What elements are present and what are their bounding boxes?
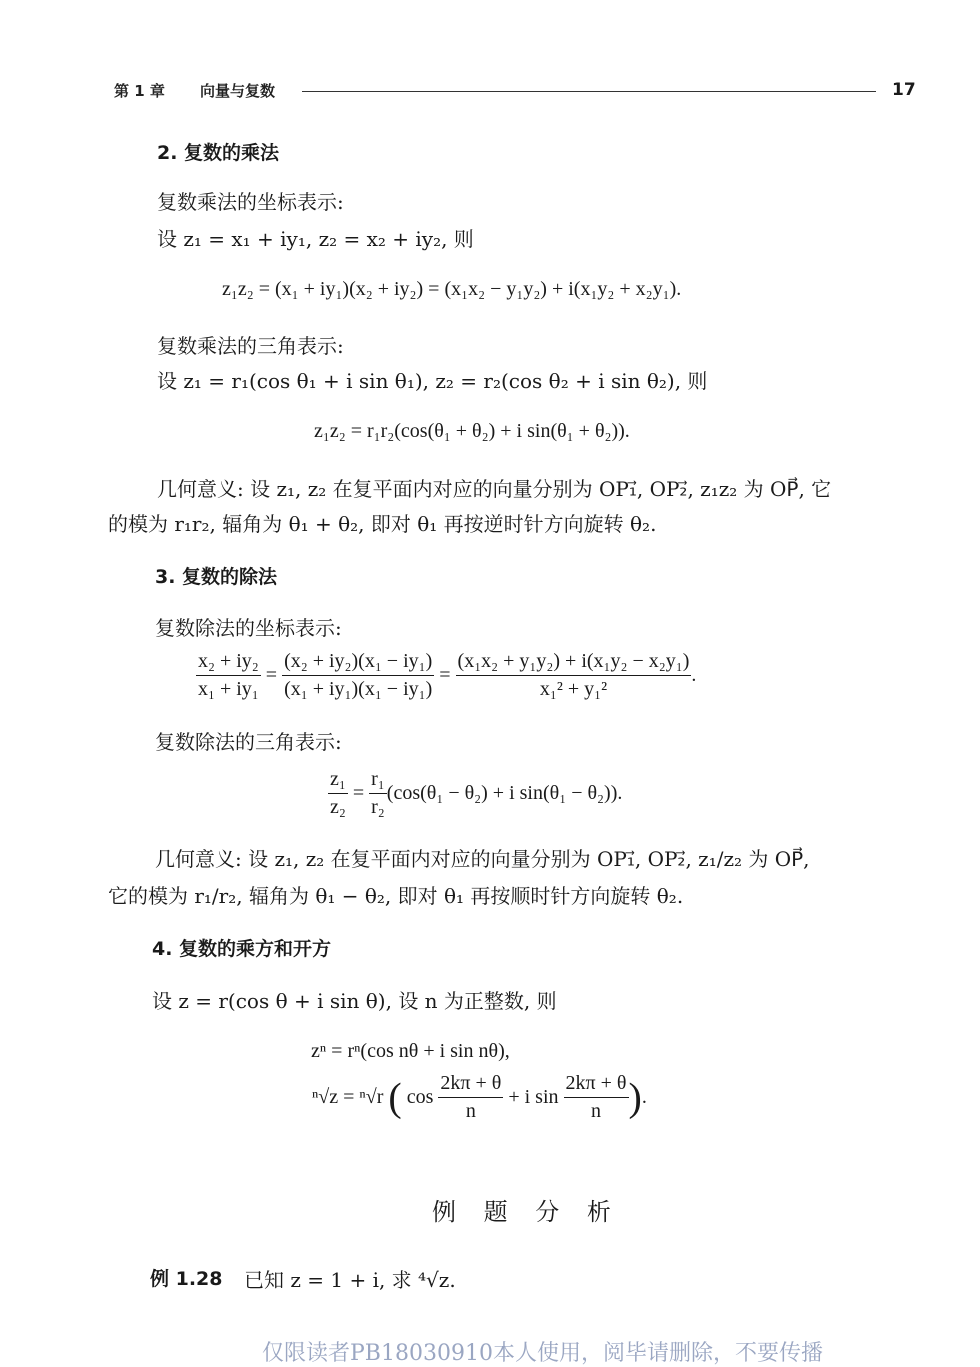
sec4-root-equation: ⁿ√z = ⁿ√r ( cos $\frac{2k\pi + \theta}{n}$ + i sin $\frac{2k\pi + \theta}{n}$ ). — [312, 1072, 647, 1122]
header-rule — [302, 91, 876, 92]
root-fraction-1: $\frac{2k\pi + \theta}{n}$ — [440, 1072, 502, 1122]
section-4-title: 4. 复数的乘方和开方 — [152, 938, 332, 960]
page-number: 17 — [892, 80, 916, 100]
sec3-geo-line1: 几何意义: 设 z₁, z₂ 在复平面内对应的向量分别为 OP₁⃗, OP₂⃗, z₁/z₂ 为 OP⃗, — [155, 847, 810, 871]
sec3-division-equation: $\frac{\text{x₂ + iy₂}}{\text{x₁ + iy₁}}$ = $\frac{\text{(x₂ + iy₂)(x₁ − iy₁)}}{\text{(x₁ + iy₁)(x₁ − iy₁)}}$ = $\frac{\text{(x₁x₂ + y₁y₂) + i(x₁y₂ − x₂y₁)}}{\text{x₁² + y₁²}}$ . — [198, 650, 697, 700]
fraction-1: $\frac{\text{x₂ + iy₂}}{\text{x₁ + iy₁}}$ — [198, 650, 259, 700]
sec4-set: 设 z = r(cos θ + i sin θ), 设 n 为正整数, 则 — [152, 989, 557, 1013]
sec3-geo-line2: 它的模为 r₁/r₂, 辐角为 θ₁ − θ₂, 即对 θ₁ 再按顺时针方向旋转 θ₂. — [108, 884, 684, 908]
sec2-eq1: z₁z₂ = (x₁ + iy₁)(x₂ + iy₂) = (x₁x₂ − y₁y₂) + i(x₁y₂ + x₂y₁). — [222, 278, 682, 300]
chapter-label: 第 1 章 — [114, 82, 165, 100]
sec4-power-equation: zⁿ = rⁿ(cos nθ + i sin nθ), — [311, 1040, 510, 1062]
fraction-2: $\frac{\text{(x₂ + iy₂)(x₁ − iy₁)}}{\text{(x₁ + iy₁)(x₁ − iy₁)}}$ — [284, 650, 433, 700]
root-fraction-2: $\frac{2k\pi + \theta}{n}$ — [565, 1072, 627, 1122]
sec2-trig-label: 复数乘法的三角表示: — [157, 334, 344, 358]
sec2-geo-line1: 几何意义: 设 z₁, z₂ 在复平面内对应的向量分别为 OP₁⃗, OP₂⃗, z₁z₂ 为 OP⃗, 它 — [157, 477, 832, 501]
watermark-text: 仅限读者PB18030910本人使用，阅毕请删除，不要传播 — [262, 1341, 823, 1366]
quotient-z: $\frac{\text{z₁}}{\text{z₂}}$ — [330, 768, 346, 818]
examples-heading: 例 题 分 析 — [432, 1198, 621, 1226]
sec3-coord-label: 复数除法的坐标表示: — [155, 616, 342, 640]
sec2-set2: 设 z₁ = r₁(cos θ₁ + i sin θ₁), z₂ = r₂(cos θ₂ + i sin θ₂), 则 — [157, 369, 708, 393]
sec2-geo-line2: 的模为 r₁r₂, 辐角为 θ₁ + θ₂, 即对 θ₁ 再按逆时针方向旋转 θ₂. — [108, 512, 657, 536]
sec3-quotient-equation: $\frac{\text{z₁}}{\text{z₂}}$ = $\frac{\text{r₁}}{\text{r₂}}$ (cos(θ₁ − θ₂) + i sin(θ₁ − θ₂)). — [330, 768, 623, 818]
chapter-title: 向量与复数 — [200, 82, 276, 100]
sec2-coord-label: 复数乘法的坐标表示: — [157, 190, 344, 214]
example-text: 已知 z = 1 + i, 求 ⁴√z. — [244, 1268, 456, 1292]
section-2-title: 2. 复数的乘法 — [157, 142, 280, 164]
example-label: 例 1.28 — [150, 1268, 223, 1290]
quotient-r: $\frac{\text{r₁}}{\text{r₂}}$ — [371, 768, 385, 818]
sec3-trig-label: 复数除法的三角表示: — [155, 730, 342, 754]
sec2-set1: 设 z₁ = x₁ + iy₁, z₂ = x₂ + iy₂, 则 — [157, 227, 474, 251]
section-3-title: 3. 复数的除法 — [155, 566, 278, 588]
sec2-eq2: z₁z₂ = r₁r₂(cos(θ₁ + θ₂) + i sin(θ₁ + θ₂)). — [314, 420, 630, 442]
fraction-3: $\frac{\text{(x₁x₂ + y₁y₂) + i(x₁y₂ − x₂y₁)}}{\text{x₁² + y₁²}}$ — [457, 650, 690, 700]
